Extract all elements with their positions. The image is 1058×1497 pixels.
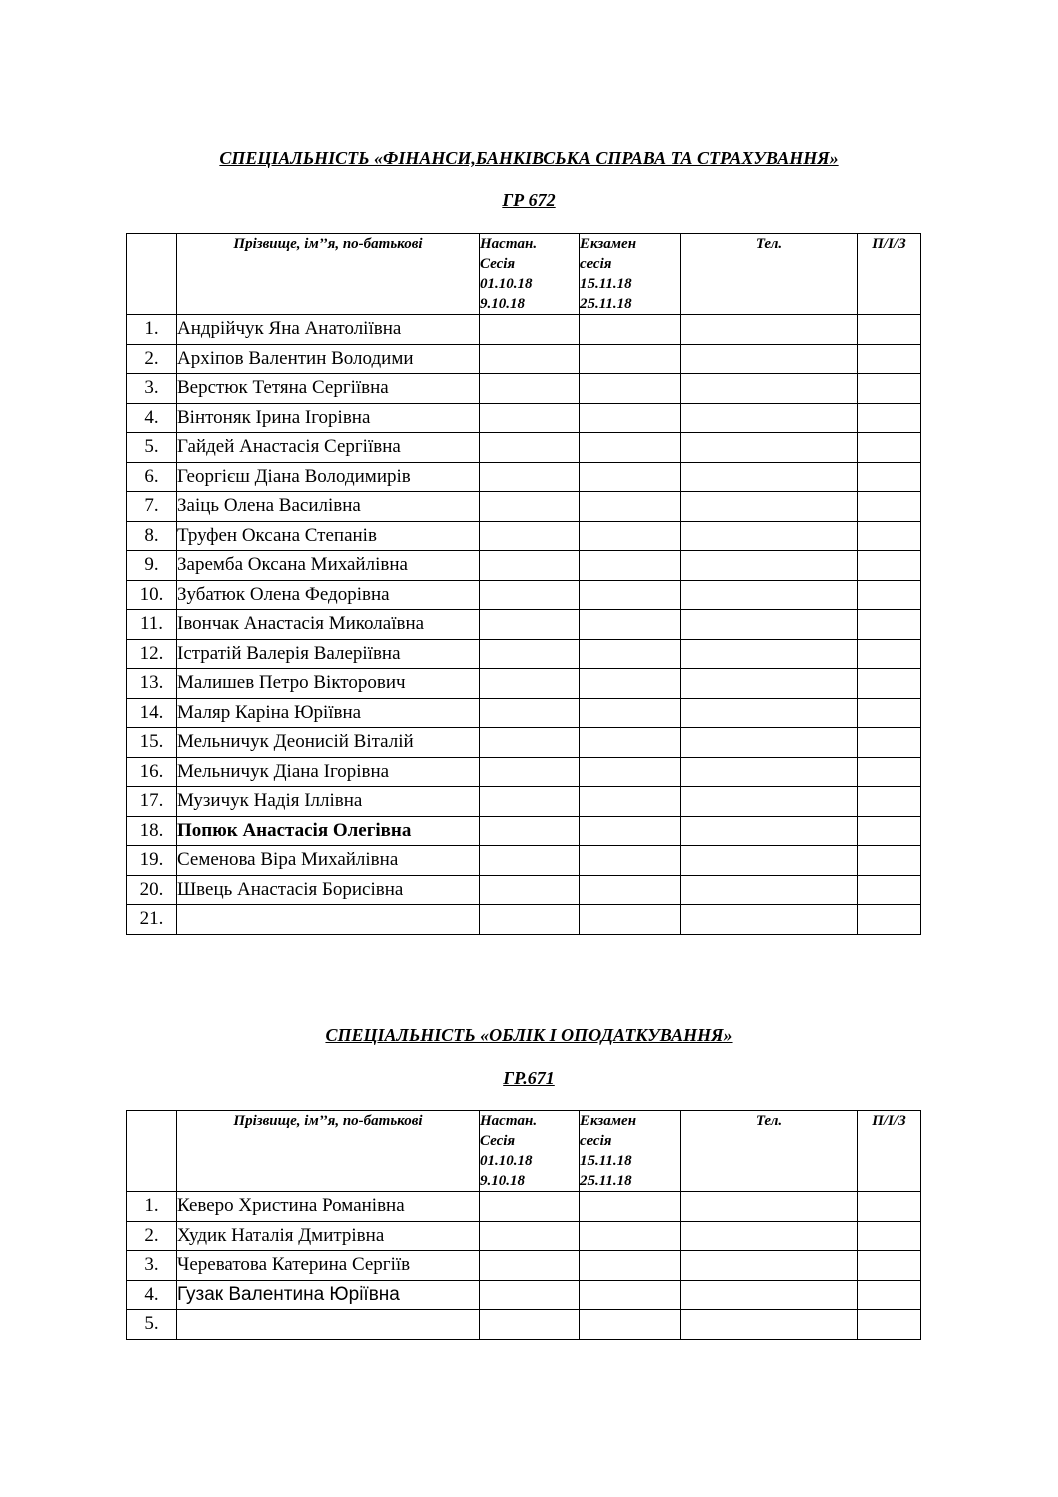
row-number: 17. <box>127 787 177 817</box>
install-session-cell <box>480 610 580 640</box>
install-session-cell <box>480 521 580 551</box>
piz-cell <box>858 492 921 522</box>
exam-session-cell <box>580 1251 681 1281</box>
header-line: 01.10.18 <box>480 276 533 292</box>
row-number: 15. <box>127 728 177 758</box>
header-install-session <box>480 1111 580 1192</box>
exam-session-cell <box>580 905 681 935</box>
table-row <box>127 875 921 905</box>
header-line: 9.10.18 <box>480 296 525 312</box>
table-row <box>127 403 921 433</box>
exam-session-cell <box>580 403 681 433</box>
table-row <box>127 374 921 404</box>
section1-group: ГР 672 <box>502 190 556 210</box>
student-name: Зубатюк Олена Федорівна <box>177 580 480 610</box>
phone-cell <box>681 374 858 404</box>
piz-cell <box>858 610 921 640</box>
piz-cell <box>858 787 921 817</box>
phone-cell <box>681 728 858 758</box>
piz-cell <box>858 315 921 345</box>
install-session-cell <box>480 492 580 522</box>
header-phone: Тел. <box>681 234 858 315</box>
exam-session-cell <box>580 610 681 640</box>
header-line: 15.11.18 <box>580 1153 632 1169</box>
row-number: 5. <box>127 433 177 463</box>
install-session-cell <box>480 787 580 817</box>
install-session-cell <box>480 551 580 581</box>
install-session-cell <box>480 462 580 492</box>
student-name: Труфен Оксана Степанів <box>177 521 480 551</box>
row-number: 14. <box>127 698 177 728</box>
row-number: 21. <box>127 905 177 935</box>
table-row <box>127 1221 921 1251</box>
install-session-cell <box>480 1192 580 1222</box>
student-name: Гайдей Анастасія Сергіївна <box>177 433 480 463</box>
phone-cell <box>681 521 858 551</box>
header-line: Сесія <box>480 1133 516 1149</box>
piz-cell <box>858 462 921 492</box>
piz-cell <box>858 669 921 699</box>
install-session-cell <box>480 905 580 935</box>
install-session-cell <box>480 315 580 345</box>
row-number: 13. <box>127 669 177 699</box>
table-row <box>127 610 921 640</box>
exam-session-cell <box>580 492 681 522</box>
row-number: 1. <box>127 1192 177 1222</box>
piz-cell <box>858 1310 921 1340</box>
student-name: Георгієш Діана Володимирів <box>177 462 480 492</box>
student-name: Худик Наталія Дмитрівна <box>177 1221 480 1251</box>
student-name: Заремба Оксана Михайлівна <box>177 551 480 581</box>
piz-cell <box>858 875 921 905</box>
table-row <box>127 315 921 345</box>
piz-cell <box>858 1221 921 1251</box>
piz-cell <box>858 374 921 404</box>
install-session-cell <box>480 639 580 669</box>
piz-cell <box>858 846 921 876</box>
exam-session-cell <box>580 521 681 551</box>
exam-session-cell <box>580 639 681 669</box>
install-session-cell <box>480 846 580 876</box>
table-header-row <box>127 1111 921 1192</box>
exam-session-cell <box>580 374 681 404</box>
phone-cell <box>681 846 858 876</box>
install-session-cell <box>480 698 580 728</box>
table-row <box>127 462 921 492</box>
header-line: сесія <box>580 256 612 272</box>
table-row <box>127 580 921 610</box>
student-name: Попюк Анастасія Олегівна <box>177 816 480 846</box>
student-name: Малишев Петро Вікторович <box>177 669 480 699</box>
install-session-cell <box>480 433 580 463</box>
header-install-session <box>480 234 580 315</box>
header-name: Прізвище, ім’’я, по-батькові <box>177 1111 480 1192</box>
install-session-cell <box>480 1280 580 1310</box>
student-name: Андрійчук Яна Анатоліївна <box>177 315 480 345</box>
phone-cell <box>681 698 858 728</box>
row-number: 16. <box>127 757 177 787</box>
install-session-cell <box>480 728 580 758</box>
roster-table-672 <box>126 233 921 935</box>
phone-cell <box>681 462 858 492</box>
header-line: Настан. <box>480 1113 538 1129</box>
phone-cell <box>681 757 858 787</box>
table-row <box>127 551 921 581</box>
piz-cell <box>858 403 921 433</box>
row-number: 19. <box>127 846 177 876</box>
piz-cell <box>858 639 921 669</box>
piz-cell <box>858 1251 921 1281</box>
install-session-cell <box>480 757 580 787</box>
phone-cell <box>681 551 858 581</box>
phone-cell <box>681 905 858 935</box>
row-number: 2. <box>127 344 177 374</box>
student-name: Музичук Надія Іллівна <box>177 787 480 817</box>
header-line: Екзамен <box>580 236 637 252</box>
row-number: 4. <box>127 1280 177 1310</box>
header-piz: П/І/З <box>858 234 921 315</box>
phone-cell <box>681 580 858 610</box>
phone-cell <box>681 875 858 905</box>
table-row <box>127 1192 921 1222</box>
phone-cell <box>681 1192 858 1222</box>
phone-cell <box>681 433 858 463</box>
phone-cell <box>681 669 858 699</box>
piz-cell <box>858 521 921 551</box>
student-name: Маляр Каріна Юріївна <box>177 698 480 728</box>
student-name: Семенова Віра Михайлівна <box>177 846 480 876</box>
exam-session-cell <box>580 846 681 876</box>
exam-session-cell <box>580 315 681 345</box>
exam-session-cell <box>580 1192 681 1222</box>
table-row <box>127 1251 921 1281</box>
student-name: Череватова Катерина Сергіїв <box>177 1251 480 1281</box>
student-name: Вінтоняк Ірина Ігорівна <box>177 403 480 433</box>
header-line: 01.10.18 <box>480 1153 533 1169</box>
header-line: Настан. <box>480 236 538 252</box>
exam-session-cell <box>580 757 681 787</box>
header-line: 15.11.18 <box>580 276 632 292</box>
install-session-cell <box>480 580 580 610</box>
student-name: Швець Анастасія Борисівна <box>177 875 480 905</box>
row-number: 10. <box>127 580 177 610</box>
table-row <box>127 1280 921 1310</box>
exam-session-cell <box>580 728 681 758</box>
header-line: 25.11.18 <box>580 296 632 312</box>
header-exam-session <box>580 234 681 315</box>
student-name <box>177 1310 480 1340</box>
piz-cell <box>858 905 921 935</box>
table-row <box>127 639 921 669</box>
section2-title: СПЕЦІАЛЬНІСТЬ «ОБЛІК І ОПОДАТКУВАННЯ» <box>325 1025 733 1045</box>
install-session-cell <box>480 374 580 404</box>
exam-session-cell <box>580 698 681 728</box>
install-session-cell <box>480 1221 580 1251</box>
row-number: 11. <box>127 610 177 640</box>
row-number: 20. <box>127 875 177 905</box>
piz-cell <box>858 580 921 610</box>
exam-session-cell <box>580 344 681 374</box>
piz-cell <box>858 551 921 581</box>
row-number: 18. <box>127 816 177 846</box>
table-row <box>127 521 921 551</box>
student-name: Мельничук Діана Ігорівна <box>177 757 480 787</box>
phone-cell <box>681 492 858 522</box>
exam-session-cell <box>580 433 681 463</box>
row-number: 4. <box>127 403 177 433</box>
exam-session-cell <box>580 1280 681 1310</box>
install-session-cell <box>480 344 580 374</box>
student-name: Заіць Олена Василівна <box>177 492 480 522</box>
phone-cell <box>681 1221 858 1251</box>
phone-cell <box>681 639 858 669</box>
install-session-cell <box>480 1310 580 1340</box>
roster-table-671 <box>126 1110 921 1340</box>
phone-cell <box>681 1310 858 1340</box>
exam-session-cell <box>580 875 681 905</box>
table-row <box>127 846 921 876</box>
student-name: Істратій Валерія Валеріївна <box>177 639 480 669</box>
row-number: 3. <box>127 374 177 404</box>
table-row <box>127 787 921 817</box>
phone-cell <box>681 816 858 846</box>
table-header-row <box>127 234 921 315</box>
piz-cell <box>858 433 921 463</box>
install-session-cell <box>480 669 580 699</box>
piz-cell <box>858 1192 921 1222</box>
student-name: Івончак Анастасія Миколаївна <box>177 610 480 640</box>
header-phone: Тел. <box>681 1111 858 1192</box>
header-line: Сесія <box>480 256 516 272</box>
student-name: Мельничук Деонисій Віталій <box>177 728 480 758</box>
phone-cell <box>681 344 858 374</box>
exam-session-cell <box>580 1221 681 1251</box>
header-line: Екзамен <box>580 1113 637 1129</box>
header-piz: П/І/З <box>858 1111 921 1192</box>
section1-title: СПЕЦІАЛЬНІСТЬ «ФІНАНСИ,БАНКІВСЬКА СПРАВА ТА СТРАХУВАННЯ» <box>219 148 839 168</box>
table-row <box>127 433 921 463</box>
phone-cell <box>681 787 858 817</box>
install-session-cell <box>480 403 580 433</box>
table-row <box>127 757 921 787</box>
piz-cell <box>858 344 921 374</box>
install-session-cell <box>480 875 580 905</box>
phone-cell <box>681 610 858 640</box>
student-name: Гузак Валентина Юріївна <box>177 1280 480 1310</box>
install-session-cell <box>480 816 580 846</box>
piz-cell <box>858 698 921 728</box>
row-number: 6. <box>127 462 177 492</box>
header-line: 25.11.18 <box>580 1173 632 1189</box>
phone-cell <box>681 1280 858 1310</box>
exam-session-cell <box>580 551 681 581</box>
student-name: Верстюк Тетяна Сергіївна <box>177 374 480 404</box>
install-session-cell <box>480 1251 580 1281</box>
table-row <box>127 669 921 699</box>
row-number: 3. <box>127 1251 177 1281</box>
row-number: 7. <box>127 492 177 522</box>
exam-session-cell <box>580 787 681 817</box>
header-exam-session <box>580 1111 681 1192</box>
table-row <box>127 905 921 935</box>
piz-cell <box>858 1280 921 1310</box>
header-line: сесія <box>580 1133 612 1149</box>
piz-cell <box>858 757 921 787</box>
exam-session-cell <box>580 816 681 846</box>
exam-session-cell <box>580 669 681 699</box>
piz-cell <box>858 816 921 846</box>
phone-cell <box>681 315 858 345</box>
piz-cell <box>858 728 921 758</box>
row-number: 2. <box>127 1221 177 1251</box>
header-number <box>127 1111 177 1192</box>
student-name: Кеверо Христина Романівна <box>177 1192 480 1222</box>
table-row <box>127 1310 921 1340</box>
row-number: 9. <box>127 551 177 581</box>
exam-session-cell <box>580 1310 681 1340</box>
table-row <box>127 728 921 758</box>
header-name: Прізвище, ім’’я, по-батькові <box>177 234 480 315</box>
section2-group: ГР.671 <box>503 1068 555 1088</box>
row-number: 5. <box>127 1310 177 1340</box>
exam-session-cell <box>580 580 681 610</box>
student-name: Архіпов Валентин Володими <box>177 344 480 374</box>
exam-session-cell <box>580 462 681 492</box>
table-row <box>127 492 921 522</box>
table-row <box>127 698 921 728</box>
phone-cell <box>681 403 858 433</box>
row-number: 1. <box>127 315 177 345</box>
phone-cell <box>681 1251 858 1281</box>
header-line: 9.10.18 <box>480 1173 525 1189</box>
header-number <box>127 234 177 315</box>
table-row <box>127 344 921 374</box>
row-number: 8. <box>127 521 177 551</box>
table-row <box>127 816 921 846</box>
row-number: 12. <box>127 639 177 669</box>
student-name <box>177 905 480 935</box>
